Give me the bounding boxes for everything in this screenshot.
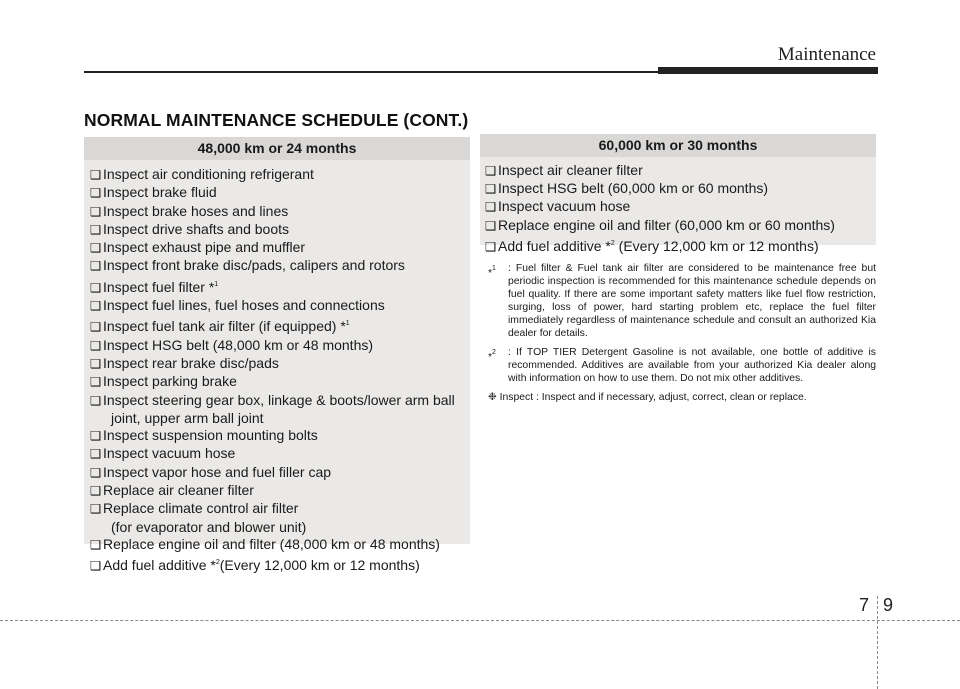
section-title: Maintenance (777, 44, 876, 65)
footnote-marker: 1 (214, 280, 219, 288)
checklist-item (84, 297, 470, 315)
checklist-item-label: Inspect fuel lines, fuel hoses and connections (103, 297, 385, 314)
checkbox-icon: ❑ (90, 559, 102, 574)
checkbox-icon: ❑ (90, 502, 102, 517)
checkbox-icon: ❑ (485, 200, 497, 215)
checklist-item-label: Inspect air cleaner filter (498, 162, 643, 178)
footnote (488, 346, 876, 385)
footnote-asterisk: * (488, 352, 493, 363)
checklist-item-label: Replace engine oil and filter (60,000 km or 60 months) (498, 216, 835, 233)
footnote-marker: 2 (215, 559, 220, 567)
footnote (488, 262, 876, 340)
footnote-text: : If TOP TIER Detergent Gasoline is not available, one bottle of additive is recommended. Additives are available from your authorized Kia dealer along with information on how to use them. Do not mix other additives. (508, 347, 876, 384)
checklist-item (84, 239, 470, 257)
checklist-item-interval: (Every 12,000 km or 12 months) (614, 237, 819, 254)
checklist-item (480, 180, 876, 198)
checklist-item-label: Inspect vapor hose and fuel filler cap (103, 463, 332, 480)
footnote-number: 1 (492, 265, 496, 272)
checkbox-icon: ❑ (90, 375, 102, 390)
checklist-item-label: Inspect fuel filter * (103, 278, 215, 295)
checklist-item-label: Inspect HSG belt (60,000 km or 60 months) (498, 180, 769, 197)
checklist-item (480, 217, 876, 235)
checklist-item-label: Replace air cleaner filter (103, 482, 254, 499)
checklist-item-label: Inspect parking brake (103, 373, 237, 390)
checkbox-icon: ❑ (90, 168, 102, 182)
checklist-item-label: Inspect exhaust pipe and muffler (103, 239, 306, 256)
checklist (480, 157, 876, 256)
checkbox-icon: ❑ (90, 186, 102, 201)
checklist-item-label-cont: (for evaporator and blower unit) (111, 518, 307, 535)
checklist-item-label: Inspect brake fluid (103, 184, 217, 201)
chapter-number: 7 (859, 595, 870, 615)
checklist-item-continuation (84, 519, 470, 536)
checklist-item-label: Replace climate control air filter (103, 500, 299, 517)
footer-rule (0, 620, 960, 621)
header-rule-accent (658, 67, 878, 74)
checkbox-icon: ❑ (90, 338, 102, 353)
footnote-number: 2 (492, 349, 496, 356)
checklist-item (84, 392, 470, 410)
checklist-item-label: Add fuel additive * (103, 557, 216, 574)
checkbox-icon: ❑ (485, 218, 497, 233)
checklist-item-label: Inspect vacuum hose (498, 198, 631, 215)
checklist-item-label-cont: joint, upper arm ball joint (111, 409, 264, 426)
checklist-item-label: Inspect suspension mounting bolts (103, 427, 318, 444)
checklist-item (84, 315, 470, 336)
checklist-item-label: Inspect vacuum hose (103, 445, 236, 462)
checklist-item (84, 464, 470, 482)
checkbox-icon: ❑ (485, 239, 497, 254)
footnotes (488, 262, 876, 404)
checkbox-icon: ❑ (90, 259, 102, 274)
checklist-item (84, 355, 470, 373)
inspect-definition-note: ❉ Inspect : Inspect and if necessary, adjust, correct, clean or replace. (488, 392, 807, 403)
checklist-item (84, 276, 470, 297)
checklist (84, 160, 470, 576)
footnote-marker: 2 (610, 239, 615, 247)
checkbox-icon: ❑ (90, 393, 102, 408)
checklist-item-label: Inspect steering gear box, linkage & boots/lower arm ball (103, 391, 455, 408)
checklist-item (84, 427, 470, 445)
page-number (855, 595, 905, 617)
checklist-item-continuation (84, 410, 470, 427)
checklist-item (84, 500, 470, 518)
checkbox-icon: ❑ (90, 222, 102, 237)
checklist-item (84, 482, 470, 500)
checklist-item (84, 184, 470, 202)
checklist-item-label: Add fuel additive * (498, 237, 611, 254)
checklist-item (84, 337, 470, 355)
page-index: 9 (883, 595, 894, 615)
checklist-item-label: Inspect rear brake disc/pads (103, 354, 279, 371)
checklist-item-label: Replace engine oil and filter (48,000 km or 48 months) (103, 535, 440, 552)
checklist-item (84, 373, 470, 391)
checklist-item (84, 166, 470, 184)
checklist-item (84, 203, 470, 221)
checklist-item-interval: (Every 12,000 km or 12 months) (219, 557, 420, 574)
checkbox-icon: ❑ (90, 320, 102, 335)
checklist-item (480, 162, 876, 180)
checklist-item-label: Inspect front brake disc/pads, calipers and rotors (103, 257, 405, 274)
checkbox-icon: ❑ (485, 182, 497, 197)
panel-heading: 60,000 km or 30 months (480, 134, 876, 157)
checklist-item-label: Inspect fuel tank air filter (if equipped) * (103, 318, 346, 335)
checkbox-icon: ❑ (90, 465, 102, 480)
checkbox-icon: ❑ (485, 164, 497, 178)
checkbox-icon: ❑ (90, 537, 102, 552)
checklist-item-label: Inspect air conditioning refrigerant (103, 166, 314, 182)
checklist-item-label: Inspect brake hoses and lines (103, 202, 289, 219)
checkbox-icon: ❑ (90, 356, 102, 371)
checklist-item (84, 536, 470, 554)
checkbox-icon: ❑ (90, 241, 102, 256)
checkbox-icon: ❑ (90, 204, 102, 219)
schedule-panel-60000km (480, 134, 876, 254)
checkbox-icon: ❑ (90, 299, 102, 314)
schedule-panel-48000km (84, 137, 470, 574)
checkbox-icon: ❑ (90, 429, 102, 444)
footnote-marker: 1 (345, 320, 350, 328)
checklist-item (84, 554, 470, 575)
footnote-asterisk: * (488, 268, 493, 279)
header-rule (84, 71, 664, 73)
footnote-mark (488, 262, 508, 340)
page-title: NORMAL MAINTENANCE SCHEDULE (CONT.) (84, 110, 469, 130)
checkbox-icon: ❑ (90, 484, 102, 499)
checklist-item (480, 235, 876, 256)
checklist-item (84, 445, 470, 463)
footnote-mark (488, 346, 508, 385)
checkbox-icon: ❑ (90, 447, 102, 462)
checklist-item-label: Inspect drive shafts and boots (103, 220, 289, 237)
checklist-item-label: Inspect HSG belt (48,000 km or 48 months) (103, 336, 374, 353)
checklist-item (84, 221, 470, 239)
panel-heading: 48,000 km or 24 months (84, 137, 470, 160)
checklist-item (84, 257, 470, 275)
footnote-text: : Fuel filter & Fuel tank air filter are considered to be maintenance free but periodic inspection is recommended for this maintenance schedule depends on fuel quality. If there are some important safety matters like fuel flow restriction, surging, loss of power, hard starting problem etc, replace the fuel filter immediately regardless of maintenance schedule and consult an authorized Kia dealer for details. (508, 263, 876, 339)
checkbox-icon: ❑ (90, 280, 102, 295)
checklist-item (480, 198, 876, 216)
